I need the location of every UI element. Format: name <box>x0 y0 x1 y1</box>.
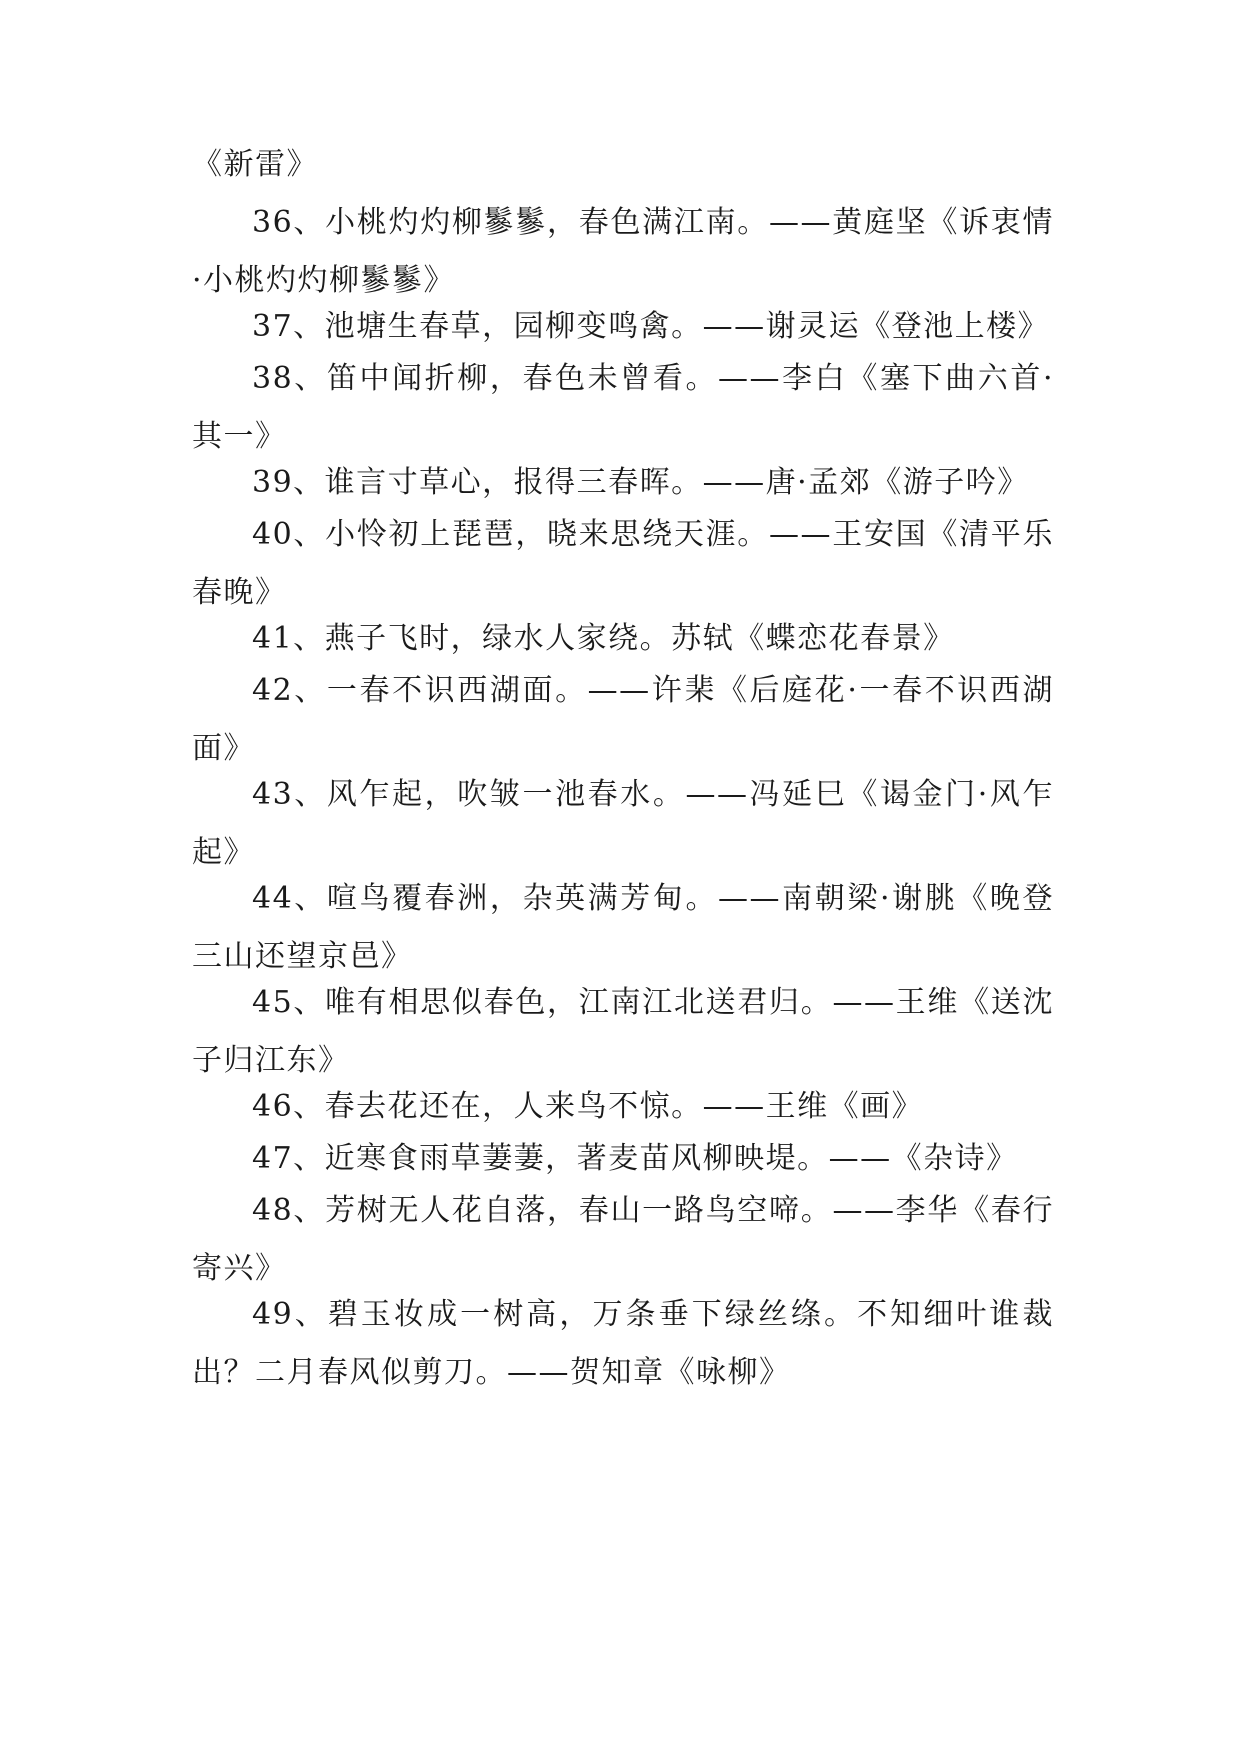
paragraph-41: 41、燕子飞时，绿水人家绕。苏轼《蝶恋花春景》 <box>252 621 955 656</box>
paragraph-44: 44、喧鸟覆春洲，杂英满芳甸。——南朝梁·谢朓《晚登三山还望京邑》 <box>192 881 1054 974</box>
paragraph-45: 45、唯有相思似春色，江南江北送君归。——王维《送沈子归江东》 <box>192 985 1054 1078</box>
paragraph-39: 39、谁言寸草心，报得三春晖。——唐·孟郊《游子吟》 <box>252 465 1029 500</box>
paragraph-48: 48、芳树无人花自落，春山一路鸟空啼。——李华《春行寄兴》 <box>192 1193 1054 1286</box>
paragraph-poem-title: 《新雷》 <box>192 147 318 182</box>
paragraph-40: 40、小怜初上琵琶，晓来思绕天涯。——王安国《清平乐春晚》 <box>192 517 1054 610</box>
paragraph-42: 42、一春不识西湖面。——许棐《后庭花·一春不识西湖面》 <box>192 673 1054 766</box>
paragraph-47: 47、近寒食雨草萋萋，著麦苗风柳映堤。——《杂诗》 <box>252 1141 1018 1176</box>
paragraph-49: 49、碧玉妆成一树高，万条垂下绿丝绦。不知细叶谁裁出？二月春风似剪刀。——贺知章《咏柳》 <box>192 1297 1054 1390</box>
paragraph-38: 38、笛中闻折柳，春色未曾看。——李白《塞下曲六首·其一》 <box>192 361 1054 454</box>
paragraph-36: 36、小桃灼灼柳鬖鬖，春色满江南。——黄庭坚《诉衷情·小桃灼灼柳鬖鬖》 <box>192 205 1054 298</box>
paragraph-37: 37、池塘生春草，园柳变鸣禽。——谢灵运《登池上楼》 <box>252 309 1050 344</box>
paragraph-43: 43、风乍起，吹皱一池春水。——冯延巳《谒金门·风乍起》 <box>192 777 1054 870</box>
paragraph-46: 46、春去花还在，人来鸟不惊。——王维《画》 <box>252 1089 924 1124</box>
